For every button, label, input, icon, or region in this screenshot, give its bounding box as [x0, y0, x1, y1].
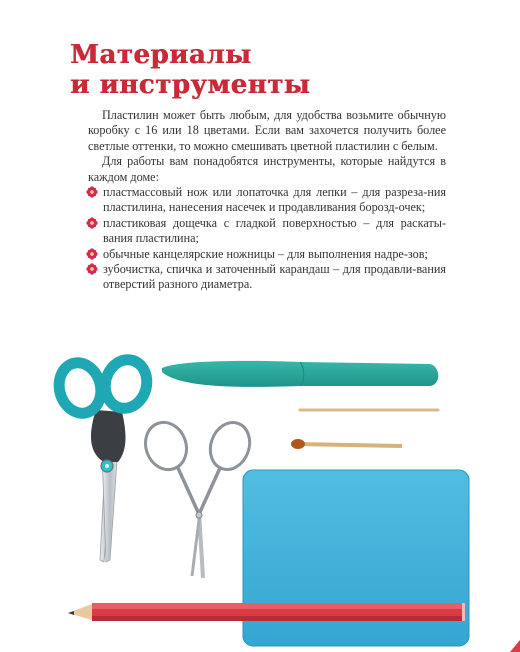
match	[291, 439, 402, 449]
title-line-2: и инструменты	[70, 70, 311, 100]
tools-illustration	[0, 340, 520, 652]
list-item-text: пластмассовый нож или лопаточка для лепки – для разреза-ния пластилина, нанесения насечек и продавливания борозд-очек;	[103, 185, 446, 215]
flower-bullet-icon	[86, 186, 98, 198]
plastic-knife	[162, 361, 438, 387]
flower-bullet-icon	[86, 217, 98, 229]
list-item	[88, 185, 446, 216]
nail-scissors	[139, 417, 256, 578]
list-item	[88, 262, 446, 293]
list-item	[88, 216, 446, 247]
tools-photo	[0, 340, 520, 652]
list-item	[88, 247, 446, 262]
pencil	[68, 603, 465, 621]
flower-bullet-icon	[86, 248, 98, 260]
list-item-text: пластиковая дощечка с гладкой поверхностью – для раскаты-вания пластилина;	[103, 215, 446, 246]
paragraph-tools-lead: Для работы вам понадобятся инструменты, которые найдутся в каждом доме:	[88, 154, 446, 184]
tools-list	[88, 185, 446, 293]
title-line-1: Материалы	[70, 40, 252, 70]
flower-bullet-icon	[86, 263, 98, 275]
page-corner-mark	[510, 640, 520, 652]
paragraph-intro: Пластилин может быть любым, для удобства возьмите обычную коробку с 16 или 18 цветами. Если вам захочется получить более светлые оттенки, то можно смешивать цветной пластилин с белым.	[88, 108, 446, 153]
page-title	[70, 40, 310, 100]
list-item-text: обычные канцелярские ножницы – для выполнения надре-зов;	[103, 246, 428, 261]
office-scissors	[47, 348, 159, 562]
list-item-text: зубочистка, спичка и заточенный карандаш – для продавли-вания отверстий разного диаметра.	[103, 262, 446, 292]
body-text	[88, 108, 446, 293]
